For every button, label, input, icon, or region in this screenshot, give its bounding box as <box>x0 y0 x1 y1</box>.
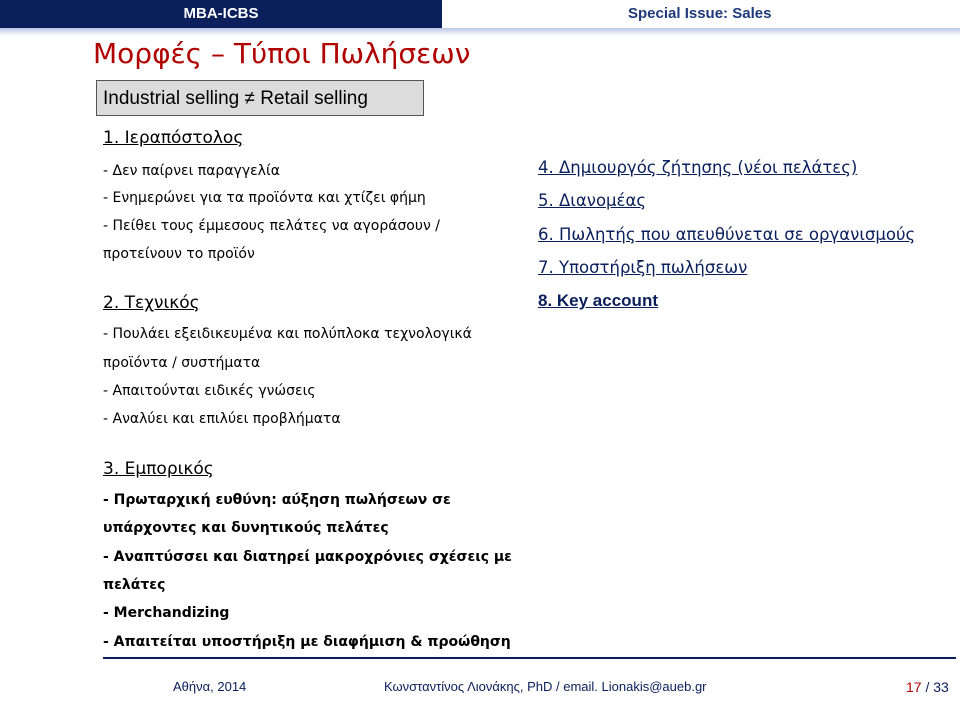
section-1-item: - Ενημερώνει για τα προϊόντα και χτίζει φήμη <box>103 190 426 206</box>
footer-place-date: Αθήνα, 2014 <box>173 679 247 694</box>
page-separator: / <box>921 679 934 695</box>
section-3-item: υπάρχοντες και δυνητικούς πελάτες <box>103 520 389 536</box>
section-1-item: προτείνουν το προϊόν <box>103 246 255 262</box>
section-heading-3: 3. Εμπορικός <box>103 459 214 479</box>
footer-divider <box>103 657 956 659</box>
section-2-item: - Απαιτούνται ειδικές γνώσεις <box>103 383 316 399</box>
right-list-item: 8. Key account <box>538 291 658 310</box>
header-right-label: Special Issue: Sales <box>628 5 772 22</box>
page-current: 17 <box>906 679 922 695</box>
right-list-item: 4. Δημιουργός ζήτησης (νέοι πελάτες) <box>538 158 858 177</box>
boxed-subtitle: Industrial selling ≠ Retail selling <box>96 80 424 116</box>
section-2-item: - Πουλάει εξειδικευμένα και πολύπλοκα τεχνολογικά <box>103 326 472 342</box>
section-2-item: - Αναλύει και επιλύει προβλήματα <box>103 411 341 427</box>
section-heading-1: 1. Ιεραπόστολος <box>103 128 244 148</box>
section-3-item: - Αναπτύσσει και διατηρεί μακροχρόνιες σχέσεις με <box>103 549 512 565</box>
right-list-item: 6. Πωλητής που απευθύνεται σε οργανισμούς <box>538 225 916 244</box>
section-1-item: - Πείθει τους έμμεσους πελάτες να αγοράσουν / <box>103 218 440 234</box>
section-3-item: - Απαιτείται υποστήριξη με διαφήμιση & προώθηση <box>103 634 511 650</box>
page-number <box>906 679 949 695</box>
section-3-item: - Πρωταρχική ευθύνη: αύξηση πωλήσεων σε <box>103 492 451 508</box>
page-total: 33 <box>933 679 949 695</box>
section-heading-2: 2. Τεχνικός <box>103 293 200 313</box>
slide-title: Μορφές – Τύποι Πωλήσεων <box>93 37 471 70</box>
right-list-item: 5. Διανομέας <box>538 191 647 210</box>
section-3-item: - Merchandizing <box>103 605 230 621</box>
right-list-item: 7. Υποστήριξη πωλήσεων <box>538 258 748 277</box>
section-1-item: - Δεν παίρνει παραγγελία <box>103 163 280 179</box>
footer-author: Κωνσταντίνος Λιονάκης, PhD / email. Lionakis@aueb.gr <box>384 679 707 694</box>
section-2-item: προϊόντα / συστήματα <box>103 355 261 371</box>
section-3-item: πελάτες <box>103 577 166 593</box>
header-left-label: MBA-ICBS <box>183 5 259 22</box>
header-gradient <box>0 28 960 36</box>
